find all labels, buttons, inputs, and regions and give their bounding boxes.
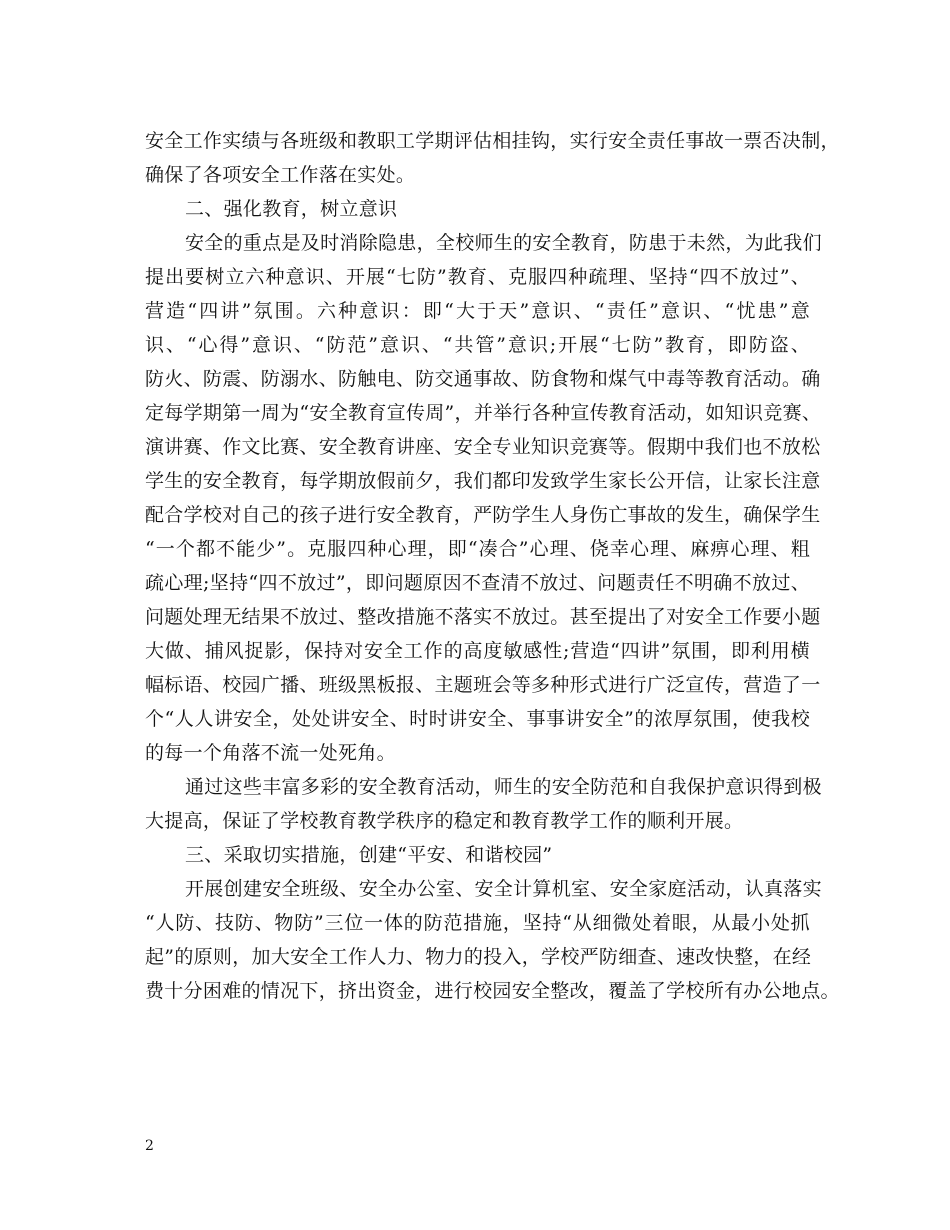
text-line: 安全工作实绩与各班级和教职工学期评估相挂钩，实行安全责任事故一票否决制， — [145, 130, 840, 152]
text-line: 学生的安全教育，每学期放假前夕，我们都印发致学生家长公开信，让家长注意 — [145, 470, 821, 492]
document-body — [145, 124, 840, 1008]
text-line: 的每一个角落不流一处死角。 — [145, 742, 396, 764]
text-line: “人防、技防、物防”三位一体的防范措施，坚持“从细微处着眼，从最小处抓 — [145, 912, 810, 934]
text-line: 开展创建安全班级、安全办公室、安全计算机室、安全家庭活动，认真落实 — [185, 878, 822, 900]
text-line: 幅标语、校园广播、班级黑板报、主题班会等多种形式进行广泛宣传，营造了一 — [145, 674, 821, 696]
text-line: 防火、防震、防溺水、防触电、防交通事故、防食物和煤气中毒等教育活动。确 — [145, 368, 821, 390]
text-line: 安全的重点是及时消除隐患，全校师生的安全教育，防患于未然，为此我们 — [185, 232, 822, 254]
text-line: 个“人人讲安全，处处讲安全、时时讲安全、事事讲安全”的浓厚氛围，使我校 — [145, 708, 810, 730]
text-line: 疏心理;坚持“四不放过”，即问题原因不查清不放过、问题责任不明确不放过、 — [145, 572, 810, 594]
text-line: 确保了各项安全工作落在实处。 — [145, 164, 416, 186]
text-line: 三、采取切实措施，创建“平安、和谐校园” — [185, 844, 553, 866]
text-line: 提出要树立六种意识、开展“七防”教育、克服四种疏理、坚持“四不放过”、 — [145, 266, 810, 288]
text-line: 起”的原则，加大安全工作人力、物力的投入，学校严防细查、速改快整，在经 — [145, 946, 812, 968]
text-line: 营造“四讲”氛围。六种意识：即“大于天”意识、“责任”意识、“忧患”意 — [145, 300, 810, 322]
text-line: 二、强化教育，树立意识 — [185, 198, 398, 220]
text-line: 识、“心得”意识、“防范”意识、“共管”意识;开展“七防”教育，即防盗、 — [145, 334, 810, 356]
text-line: 大提高，保证了学校教育教学秩序的稳定和教育教学工作的顺利开展。 — [145, 810, 744, 832]
text-line: 大做、捕风捉影，保持对安全工作的高度敏感性;营造“四讲”氛围，即利用横 — [145, 640, 810, 662]
text-line: 定每学期第一周为“安全教育宣传周”，并举行各种宣传教育活动，如知识竞赛、 — [145, 402, 822, 424]
text-line: 配合学校对自己的孩子进行安全教育，严防学生人身伤亡事故的发生，确保学生 — [145, 504, 821, 526]
text-line: 费十分困难的情况下，挤出资金，进行校园安全整改，覆盖了学校所有办公地点。 — [145, 980, 840, 1002]
page-number: 2 — [145, 1138, 154, 1154]
text-line: 演讲赛、作文比赛、安全教育讲座、安全专业知识竞赛等。假期中我们也不放松 — [145, 436, 821, 458]
text-line: 问题处理无结果不放过、整改措施不落实不放过。甚至提出了对安全工作要小题 — [145, 606, 821, 628]
text-line: “一个都不能少”。克服四种心理，即“凑合”心理、侥幸心理、麻痹心理、粗 — [145, 538, 810, 560]
text-line: 通过这些丰富多彩的安全教育活动，师生的安全防范和自我保护意识得到极 — [185, 776, 822, 798]
